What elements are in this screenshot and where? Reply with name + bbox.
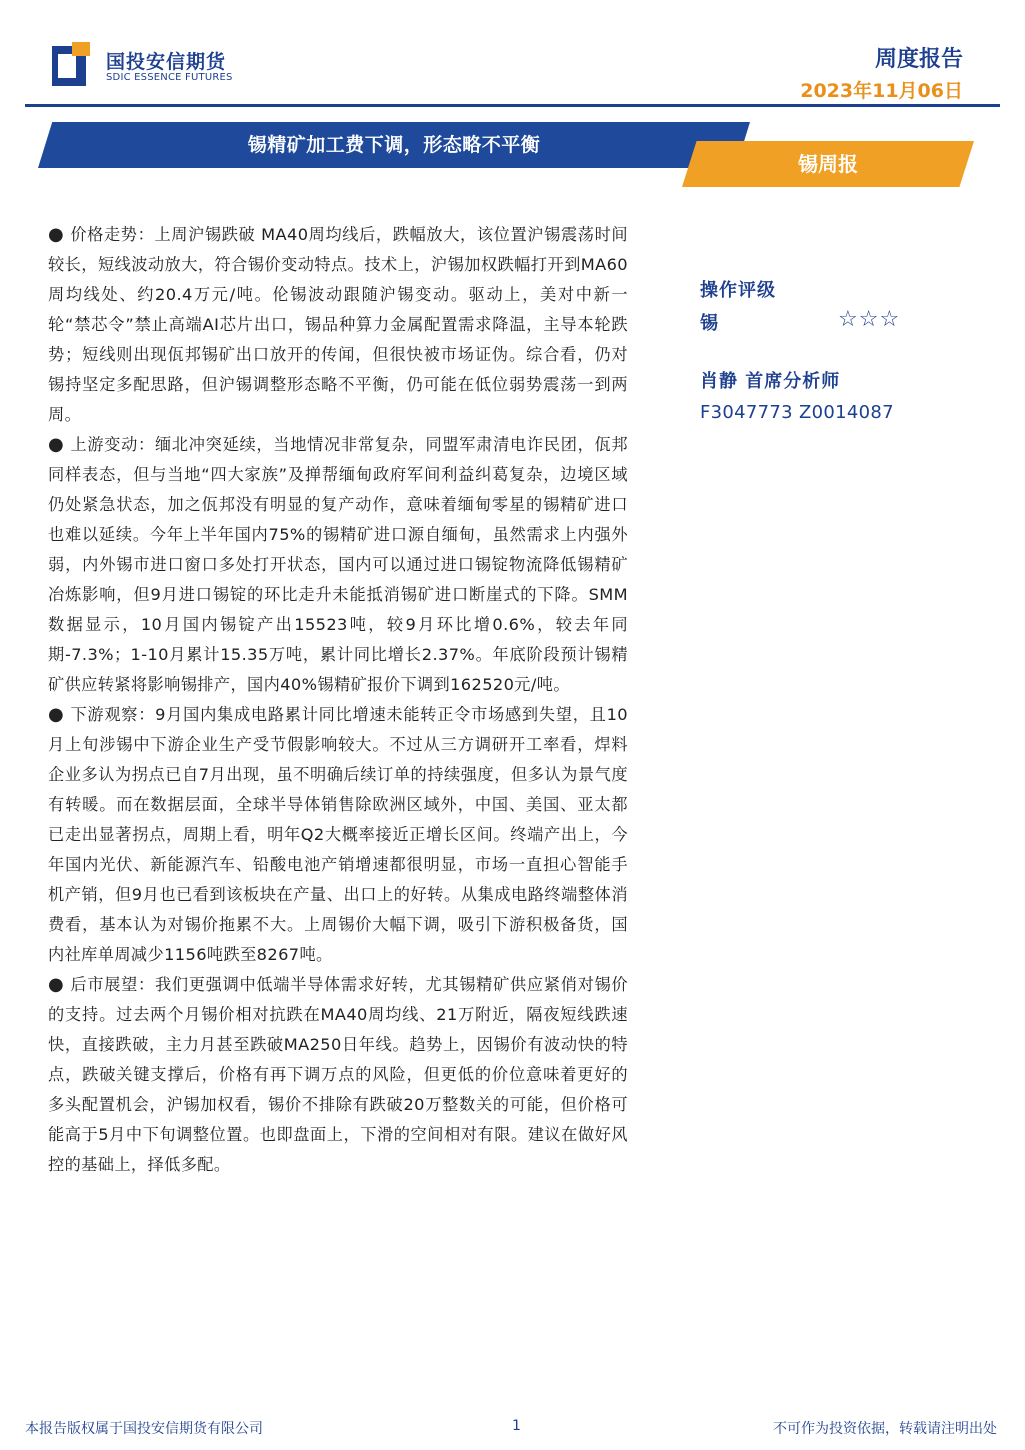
bullet-icon: ● (48, 434, 65, 455)
bullet-icon: ● (48, 974, 65, 995)
star-rating-icon: ☆☆☆ (838, 307, 901, 332)
footer-copyright: 本报告版权属于国投安信期货有限公司 (25, 1421, 263, 1437)
report-subtitle: 锡周报 (798, 152, 858, 176)
paragraph-text: 价格走势：上周沪锡跌破 MA40周均线后，跌幅放大，该位置沪锡震荡时间较长，短线波动放大，符合锡价变动特点。技术上，沪锡加权跌幅打开到MA60周均线处、约20.4万元/吨。伦锡波动跟随沪锡变动。驱动上，美对中新一轮“禁芯令”禁止高端AI芯片出口，锡品种算力金属配置需求降温，主导本轮跌势；短线则出现佤邦锡矿出口放开的传闻，但很快被市场证伪。综合看，仍对锡持坚定多配思路，但沪锡调整形态略不平衡，仍可能在低位弱势震荡一到两周。 (48, 225, 629, 424)
rating-item: 锡 (700, 313, 718, 334)
bullet-icon: ● (48, 704, 65, 725)
logo-chinese-name: 国投安信期货 (106, 51, 227, 73)
paragraph-price-trend (48, 220, 628, 430)
paragraph-text: 下游观察：9月国内集成电路累计同比增速未能转正令市场感到失望，且10月上旬涉锡中下游企业生产受节假影响较大。不过从三方调研开工率看，焊料企业多认为拐点已自7月出现，虽不明确后续订单的持续强度，但多认为景气度有转暖。而在数据层面，全球半导体销售除欧洲区域外，中国、美国、亚太都已走出显著拐点，周期上看，明年Q2大概率接近正增长区间。终端产出上，今年国内光伏、新能源汽车、铅酸电池产销增速都很明显，市场一直担心智能手机产销，但9月也已看到该板块在产量、出口上的好转。从集成电路终端整体消费看，基本认为对锡价拖累不大。上周锡价大幅下调，吸引下游积极备货，国内社库单周减少1156吨跌至8267吨。 (48, 705, 629, 964)
paragraph-text: 后市展望：我们更强调中低端半导体需求好转，尤其锡精矿供应紧俏对锡价的支持。过去两个月锡价相对抗跌在MA40周均线、21万附近，隔夜短线跌速快，直接跌破，主力月甚至跌破MA250日年线。趋势上，因锡价有波动快的特点，跌破关键支撑后，价格有再下调万点的风险，但更低的价位意味着更好的多头配置机会，沪锡加权看，锡价不排除有跌破20万整数关的可能，但价格可能高于5月中下旬调整位置。也即盘面上，下滑的空间相对有限。建议在做好风控的基础上，择低多配。 (48, 975, 629, 1174)
footer-disclaimer: 不可作为投资依据，转载请注明出处 (773, 1421, 997, 1437)
paragraph-upstream (48, 430, 628, 700)
header-divider (25, 104, 1000, 107)
report-date: 2023年11月06日 (800, 80, 963, 102)
analyst-name: 肖静 首席分析师 (700, 371, 841, 392)
report-body (48, 220, 628, 1180)
company-logo-mark-icon (52, 42, 98, 88)
rating-label: 操作评级 (700, 280, 776, 301)
report-title: 锡精矿加工费下调，形态略不平衡 (247, 134, 541, 156)
paragraph-outlook (48, 970, 628, 1180)
logo-english-name: SDIC ESSENCE FUTURES (106, 72, 233, 83)
analyst-license-ids: F3047773 Z0014087 (700, 402, 894, 423)
paragraph-downstream (48, 700, 628, 970)
bullet-icon: ● (48, 224, 65, 245)
company-logo (52, 40, 232, 90)
paragraph-text: 上游变动：缅北冲突延续，当地情况非常复杂，同盟军肃清电诈民团，佤邦同样表态，但与当地“四大家族”及掸帮缅甸政府军间利益纠葛复杂，边境区域仍处紧急状态，加之佤邦没有明显的复产动作，意味着缅甸零星的锡精矿进口也难以延续。今年上半年国内75%的锡精矿进口源自缅甸，虽然需求上内强外弱，内外锡市进口窗口多处打开状态，国内可以通过进口锡锭物流降低锡精矿冶炼影响，但9月进口锡锭的环比走升未能抵消锡矿进口断崖式的下降。SMM数据显示，10月国内锡锭产出15523吨，较9月环比增0.6%，较去年同期-7.3%；1-10月累计15.35万吨，累计同比增长2.37%。年底阶段预计锡精矿供应转紧将影响锡排产，国内40%锡精矿报价下调到162520元/吨。 (48, 435, 629, 694)
page-number: 1 (512, 1418, 521, 1434)
report-type: 周度报告 (874, 47, 963, 72)
